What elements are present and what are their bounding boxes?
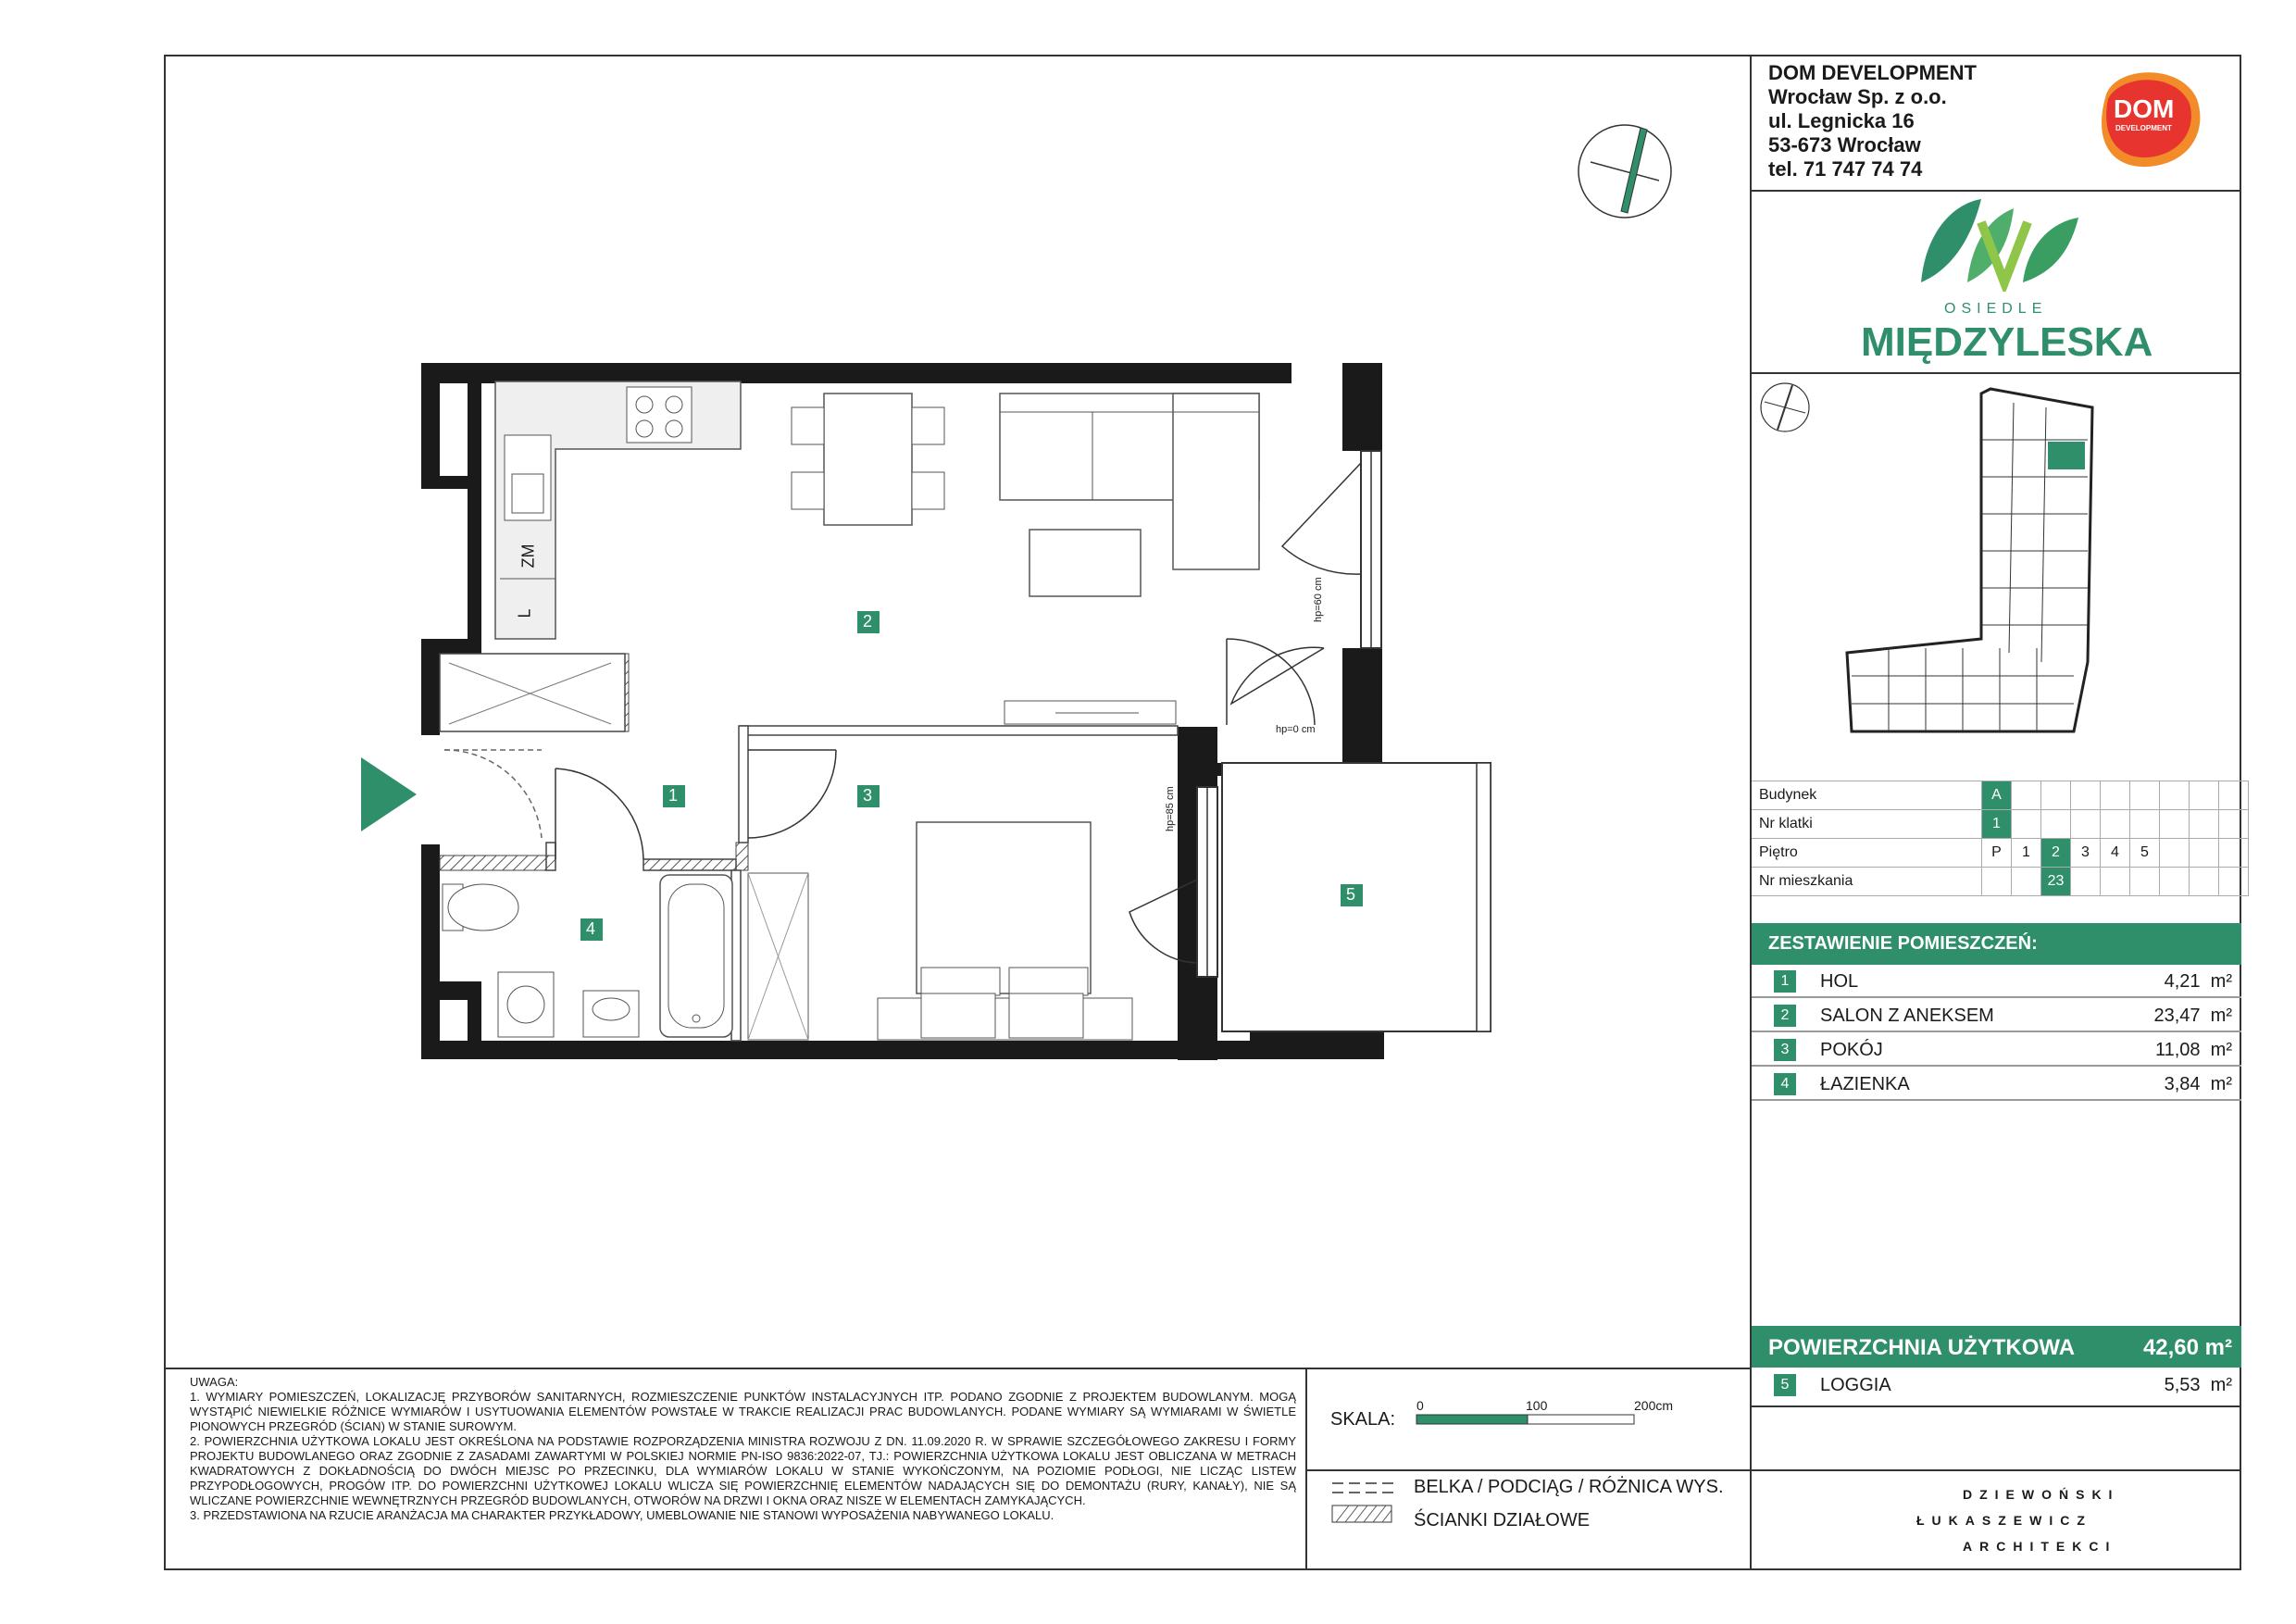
note-3: 3. PRZEDSTAWIONA NA RZUCIE ARANŻACJA MA CHARAKTER PRZYKŁADOWY, UMEBLOWANIE NIE STANOWI WYPOSAŻENIA NABYWANEGO LOKALU. [190,1508,1054,1522]
mieszkanie-label: Nr mieszkania [1752,868,1982,896]
total-area-bar [1752,1326,2241,1368]
pietro-1: 1 [2012,839,2041,868]
scale-label: SKALA: [1330,1409,1396,1430]
room-name: POKÓJ [1820,1040,1883,1060]
rooms-header: ZESTAWIENIE POMIESZCZEŃ: [1752,923,2241,965]
estate-name: MIĘDZYLESKA [1861,319,2153,365]
architect-line2: ŁUKASZEWICZ [1916,1513,2092,1528]
wall-left-kitchen [468,363,481,639]
company-info [1768,61,1977,181]
room-badge-5: 5 [1346,885,1356,904]
room-row [1752,1068,2241,1101]
architect-line3: ARCHITEKCI [1963,1539,2117,1554]
room-number: 2 [1774,1005,1796,1027]
fridge-label: ZM [518,543,538,568]
klatka-value: 1 [1982,810,2012,839]
room-area: 11,08 m² [2154,1040,2232,1060]
scale-tick-0: 0 [1416,1398,1424,1413]
scale-tick-200: 200cm [1634,1398,1674,1413]
divider [1750,1405,2241,1407]
room-number: 3 [1774,1039,1796,1061]
pietro-label: Piętro [1752,839,1982,868]
estate-prefix: OSIEDLE [1944,301,2048,317]
room-area: 5,53 m² [2164,1375,2232,1395]
osiedle-logo [1842,194,2157,370]
notes-title: UWAGA: [190,1375,239,1389]
legend-beam: BELKA / PODCIĄG / RÓŻNICA WYS. [1414,1477,1724,1497]
room-name: SALON Z ANEKSEM [1820,1006,1994,1026]
pietro-4: 4 [2101,839,2130,868]
room-number: 5 [1774,1374,1796,1396]
apartment-highlight [2048,442,2085,469]
company-city: 53-673 Wrocław [1768,133,1921,156]
apartment-info-table [1752,781,2249,896]
room-badge-1: 1 [668,786,679,805]
room-name: ŁAZIENKA [1820,1074,1910,1094]
architect-line1: DZIEWOŃSKI [1963,1487,2120,1502]
loggia-row [1752,1368,2241,1402]
room-area: 23,47 m² [2153,1006,2232,1026]
total-value: 42,60 m² [2142,1335,2232,1360]
divider [1305,1368,1307,1570]
room-badge-3: 3 [863,786,873,805]
legend-icons [1330,1480,1395,1526]
pietro-p: P [1982,839,2012,868]
wall-bottom [421,1041,1384,1059]
divider [1750,372,2241,374]
dom-development-logo [2088,67,2208,170]
room-name: LOGGIA [1820,1375,1891,1395]
company-street: ul. Legnicka 16 [1768,109,1915,132]
room-badge-4: 4 [586,919,596,938]
notes-block [190,1375,1296,1523]
budynek-label: Budynek [1752,781,1982,810]
pietro-5: 5 [2130,839,2160,868]
mini-compass-icon [1757,380,1813,435]
door-threshold-label: hp=0 cm [1276,724,1316,735]
mieszkanie-value: 23 [2041,868,2071,896]
pietro-3: 3 [2071,839,2101,868]
wall-right-top [1342,363,1382,451]
divider [164,1368,1750,1369]
leaves-icon [1916,194,2083,292]
entrance-arrow-icon [361,757,417,831]
note-2: 2. POWIERZCHNIA UŻYTKOWA LOKALU JEST OKREŚLONA NA PODSTAWIE ROZPORZĄDZENIA MINISTRA ROZWOJU Z DN. 11.09.2020 R. W SPRAWIE SZCZEGÓŁOWEGO ZAKRESU I FORMY PROJEKTU BUDOWLANEGO ORAZ ZGODNIE Z ZASADAMI ZAWARTYMI W POLSKIEJ NORMIE PN-ISO 9836:2022-07, TJ.: POWIERZCHNIA UŻYTKOWA LOKALU JEST OBLICZANA W METRACH KWADRATOWYCH Z DOKŁADNOŚCIĄ DO DWÓCH MIEJSC PO PRZECINKU, DLA WYMIARÓW LOKALU W STANIE WYKOŃCZONYM, NA POZIOMIE PODŁOGI, NIE LICZĄC LISTEW PRZYPODŁOGOWYCH, PROGÓW ITP. DO POWIERZCHNI UŻYTKOWEJ LOKALU WLICZA SIĘ POWIERZCHNIĘ ELEMENTÓW NADAJĄCYCH SIĘ DO DEMONTAŻU (RURY, KANAŁY), NIE SĄ WLICZANE POWIERZCHNIE WEWNĘTRZNYCH PRZEGRÓD BUDOWLANYCH, OTWORÓW NA DRZWI I OKNA ORAZ NISZE W ELEMENTACH ZAMYKAJĄCYCH. [190,1434,1296,1507]
company-entity: Wrocław Sp. z o.o. [1768,85,1947,108]
room-row [1752,999,2241,1032]
dom-logo-text: DOM [2114,94,2175,123]
total-label: POWIERZCHNIA UŻYTKOWA [1768,1335,2076,1360]
room-area: 3,84 m² [2164,1074,2232,1094]
pietro-2-selected: 2 [2041,839,2071,868]
room-badge-2: 2 [863,612,873,631]
window-height-label: hp=60 cm [1313,577,1324,622]
room-row [1752,965,2241,998]
klatka-label: Nr klatki [1752,810,1982,839]
legend-partition: ŚCIANKI DZIAŁOWE [1414,1510,1591,1530]
room-number: 4 [1774,1073,1796,1095]
scale-bar [1415,1411,1637,1430]
scale-tick-100: 100 [1526,1398,1548,1413]
company-name: DOM DEVELOPMENT [1768,61,1977,84]
compass-icon [1574,120,1676,222]
balcony-door-height-label: hp=85 cm [1165,786,1176,831]
wall-top [421,363,1292,383]
building-key-plan [1842,384,2120,745]
floor-plan [164,55,1750,1369]
divider [1750,190,2241,192]
room-number: 1 [1774,970,1796,993]
company-phone: tel. 71 747 74 74 [1768,157,1923,181]
dom-logo-subtext: DEVELOPMENT [2115,124,2172,132]
budynek-value: A [1982,781,2012,810]
room-name: HOL [1820,971,1859,992]
divider [1305,1469,2241,1471]
room-row [1752,1033,2241,1067]
note-1: 1. WYMIARY POMIESZCZEŃ, LOKALIZACJĘ PRZYBORÓW SANITARNYCH, ROZMIESZCZENIE PUNKTÓW INSTALACYJNYCH ITP. PODANO ZGODNIE Z PROJEKTEM BUDOWLANYM. MOGĄ WYSTĄPIĆ NIEWIELKIE RÓŻNICE WYMIARÓW I USYTUOWANIA ELEMENTÓW POWSTAŁE W TRAKCIE REALIZACJI PRAC BUDOWLANYCH. PODANE WYMIARY SĄ WYMIARAMI W ŚWIETLE PIONOWYCH PRZEGRÓD (ŚCIAN) W STANIE SUROWYM. [190,1390,1296,1433]
wall-left-bath [421,844,440,1059]
architect-logo [1916,1481,2119,1559]
dishwasher-label: L [515,608,534,618]
room-area: 4,21 m² [2164,971,2232,992]
